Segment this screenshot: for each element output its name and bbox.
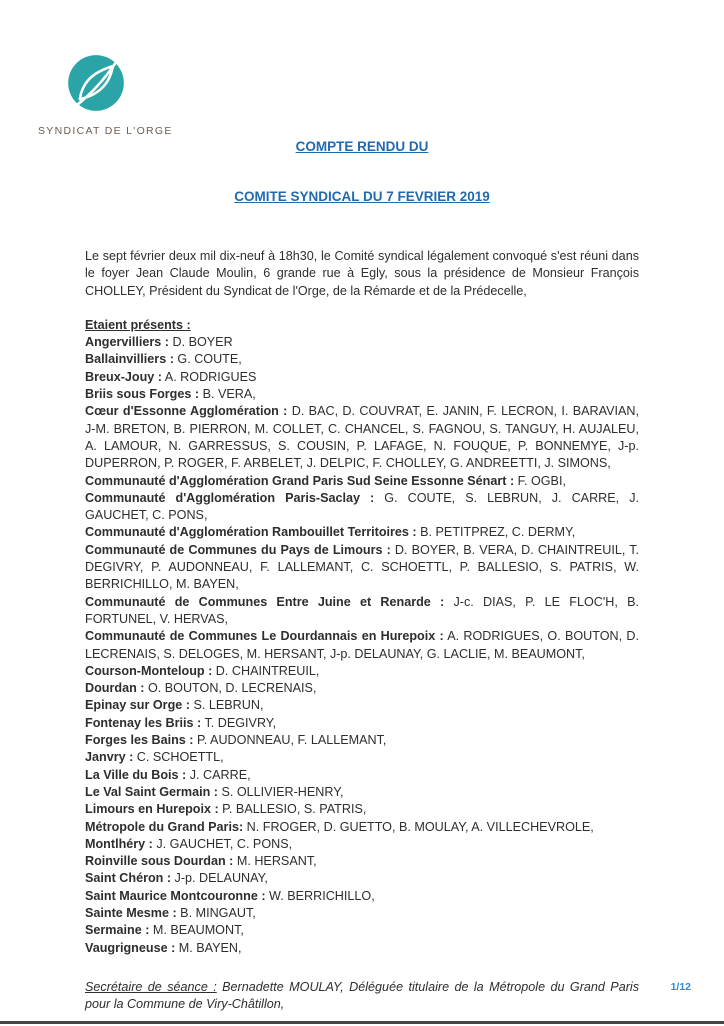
attendee-names: B. MINGAUT, [176,905,256,920]
org-logo [38,54,173,137]
attendee-commune: Communauté d'Agglomération Paris-Saclay : [85,490,375,505]
attendee-entry [85,819,639,836]
attendee-names: O. BOUTON, D. LECRENAIS, [144,681,317,696]
attendee-entry [85,767,639,784]
attendee-entry [85,715,639,732]
attendee-names: G. COUTE, [173,352,242,367]
attendee-names: S. LEBRUN, [189,698,264,713]
attendee-entry [85,403,639,472]
doc-title-line1: COMPTE RENDU DU [295,139,429,154]
attendee-names: N. FROGER, D. GUETTO, B. MOULAY, A. VILLECHEVROLE, [243,819,594,834]
attendee-entry [85,386,639,403]
attendee-commune: Fontenay les Briis : [85,715,202,730]
attendee-commune: Communauté de Communes du Pays de Limours : [85,542,391,557]
attendee-commune: Dourdan : [85,681,145,696]
attendee-entry [85,351,639,368]
attendee-names: A. RODRIGUES [161,369,257,384]
attendee-names: B. PETITPREZ, C. DERMY, [416,525,576,540]
attendee-entry [85,490,639,525]
attendee-names: M. BAYEN, [175,940,242,955]
present-heading: Etaient présents : [85,317,191,332]
attendee-commune: Montlhéry : [85,836,153,851]
attendee-entry [85,922,639,939]
attendee-entry [85,680,639,697]
attendee-entry [85,749,639,766]
attendee-names: G. COUTE, S. LEBRUN, J. CARRE, J. GAUCHET, C. PONS, [85,490,640,523]
attendee-commune: Epinay sur Orge : [85,698,190,713]
attendee-entry [85,369,639,386]
attendee-entry [85,663,639,680]
attendee-entry [85,334,639,351]
attendee-commune: Janvry : [85,750,134,765]
attendee-names: A. RODRIGUES, O. BOUTON, D. LECRENAIS, S. DELOGES, M. HERSANT, J-p. DELAUNAY, G. LACLIE, M. BEAUMONT, [85,629,639,661]
attendee-names: W. BERRICHILLO, [265,888,375,903]
attendee-commune: Vaugrigneuse : [85,940,176,955]
attendees-list [85,334,639,957]
attendee-commune: Communauté de Communes Entre Juine et Renarde : [85,594,445,609]
attendee-commune: Forges les Bains : [85,733,194,748]
attendee-names: D. BAC, D. COUVRAT, E. JANIN, F. LECRON, I. BARAVIAN, J-M. BRETON, B. PIERRON, M. COLLET, C. CHANCEL, S. FAGNOU, S. TANGUY, H. AUJALEU, A. LAMOUR, N. GARRESSUS, S. COUSIN, P. LAFAGE, N. FOUQUE, P. BONNEMYE, J-p. DUPERRON, P. ROGER, F. ARBELET, J. DELPIC, F. CHOLLEY, G. ANDREETTI, J. SIMONS, [85,404,639,471]
attendee-entry [85,801,639,818]
attendee-commune: Saint Maurice Montcouronne : [85,888,266,903]
attendee-names: J-p. DELAUNAY, [171,871,268,886]
attendee-commune: Communauté de Communes Le Dourdannais en Hurepoix : [85,629,444,644]
attendee-commune: Ballainvilliers : [85,352,174,367]
attendee-commune: La Ville du Bois : [85,767,187,782]
attendee-commune: Métropole du Grand Paris: [85,819,244,834]
intro-paragraph: Le sept février deux mil dix-neuf à 18h30, le Comité syndical légalement convoqué s'est réuni dans le foyer Jean Claude Moulin, 6 grande rue à Egly, sous la présidence de Monsieur François CHOLLEY, Président du Syndicat de l'Orge, de la Rémarde et de la Prédecelle, [85,249,639,298]
page-number: 1/12 [670,981,691,993]
doc-title-line2: COMITE SYNDICAL DU 7 FEVRIER 2019 [234,189,490,204]
attendee-names: M. BEAUMONT, [149,923,244,938]
org-name: SYNDICAT DE L'ORGE [38,125,173,137]
leaf-logo-icon [67,54,125,112]
attendee-entry [85,853,639,870]
attendee-entry [85,594,639,629]
attendee-entry [85,836,639,853]
attendee-names: D. BOYER [169,335,233,350]
attendee-entry [85,542,639,594]
attendee-names: S. OLLIVIER-HENRY, [217,784,344,799]
attendee-commune: Angervilliers : [85,335,169,350]
attendee-names: P. BALLESIO, S. PATRIS, [218,802,367,817]
attendee-commune: Limours en Hurepoix : [85,802,219,817]
attendee-commune: Breux-Jouy : [85,369,162,384]
attendee-commune: Cœur d'Essonne Agglomération : [85,404,288,419]
attendee-names: B. VERA, [199,387,256,402]
document-body [85,138,639,1026]
secretary-label: Secrétaire de séance : [85,979,217,994]
attendee-commune: Roinville sous Dourdan : [85,854,234,869]
attendee-names: J-c. DIAS, P. LE FLOC'H, B. FORTUNEL, V. HERVAS, [85,594,639,626]
attendee-commune: Courson-Monteloup : [85,663,213,678]
attendee-commune: Le Val Saint Germain : [85,784,218,799]
attendee-entry [85,524,639,541]
attendee-entry [85,697,639,714]
attendee-names: D. BOYER, B. VERA, D. CHAINTREUIL, T. DEGIVRY, P. AUDONNEAU, F. LALLEMANT, C. SCHOETTL, P. BALLESIO, S. PATRIS, W. BERRICHILLO, M. BAYEN, [85,542,639,592]
attendee-entry [85,784,639,801]
attendee-entry [85,905,639,922]
attendee-entry [85,473,639,490]
attendee-names: P. AUDONNEAU, F. LALLEMANT, [193,733,387,748]
attendee-names: J. CARRE, [186,767,251,782]
attendee-entry [85,888,639,905]
attendee-commune: Briis sous Forges : [85,387,200,402]
attendee-names: C. SCHOETTL, [133,750,224,765]
secretary-line [85,979,639,1014]
attendee-names: J. GAUCHET, C. PONS, [152,836,293,851]
attendee-entry [85,940,639,957]
attendee-commune: Communauté d'Agglomération Grand Paris Sud Seine Essonne Sénart : [85,473,515,488]
attendee-commune: Sermaine : [85,923,150,938]
attendee-entry [85,628,639,663]
attendee-entry [85,732,639,749]
secretary-text: Bernadette MOULAY, Déléguée titulaire de la Métropole du Grand Paris pour la Commune de Viry-Châtillon, [85,979,640,1012]
attendee-names: T. DEGIVRY, [201,715,277,730]
attendee-names: D. CHAINTREUIL, [212,663,320,678]
attendee-commune: Sainte Mesme : [85,905,177,920]
attendee-names: F. OGBI, [514,473,566,488]
attendee-commune: Saint Chéron : [85,871,172,886]
attendee-commune: Communauté d'Agglomération Rambouillet Territoires : [85,525,417,540]
attendee-names: M. HERSANT, [233,854,317,869]
attendee-entry [85,870,639,887]
